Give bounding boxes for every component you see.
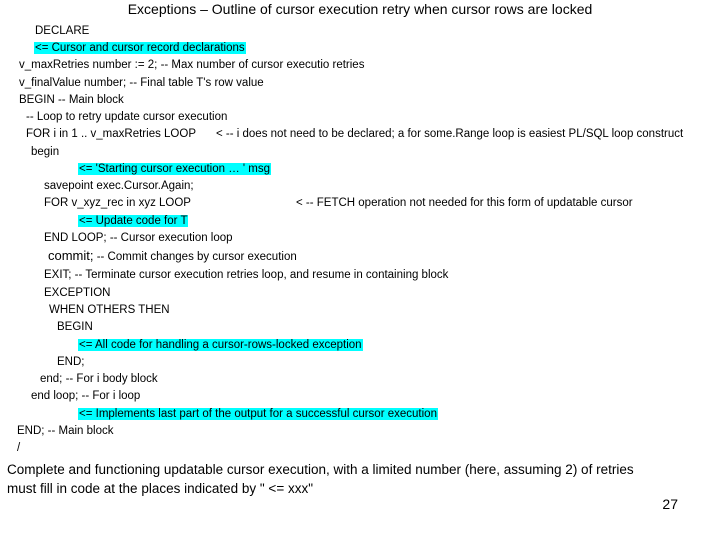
code-text: DECLARE (35, 25, 90, 37)
code-line (26, 127, 196, 141)
code-line (44, 286, 110, 300)
code-line (17, 424, 114, 438)
code-text: WHEN OTHERS THEN (49, 304, 170, 316)
code-comment-text: < -- i does not need to be declared; a for some.Range loop is easiest PL/SQL loop construct (216, 128, 684, 140)
code-line (35, 24, 89, 38)
code-comment (296, 196, 633, 210)
code-text: commit; (48, 248, 94, 263)
code-text: EXCEPTION (44, 287, 111, 299)
code-line (31, 389, 140, 403)
code-text: EXIT; -- Terminate cursor execution retries loop, and resume in containing block (44, 269, 449, 281)
footer-line: must fill in code at the places indicated by " <= xxx" (7, 481, 313, 496)
code-text: end; -- For i body block (40, 373, 158, 385)
code-line (44, 231, 233, 245)
code-line (48, 249, 297, 264)
code-line (17, 441, 20, 455)
code-line (57, 355, 84, 369)
code-text: v_finalValue number; -- Final table T's row value (19, 77, 264, 89)
code-text: END LOOP; -- Cursor execution loop (44, 232, 233, 244)
code-placeholder: <= Update code for T (79, 215, 188, 227)
page-number: 27 (662, 496, 678, 512)
code-line-highlighted (78, 338, 363, 352)
code-text: FOR v_xyz_rec in xyz LOOP (44, 197, 191, 209)
footer-line: Complete and functioning updatable cursor execution, with a limited number (here, assuming 2) of retries (7, 462, 634, 477)
code-text: END; -- Main block (17, 425, 114, 437)
code-line (26, 110, 227, 124)
code-line-highlighted (78, 407, 438, 421)
code-line (40, 372, 158, 386)
code-text: v_maxRetries number := 2; -- Max number of cursor executio retries (19, 59, 365, 71)
code-text: savepoint exec.Cursor.Again; (44, 180, 194, 192)
code-comment (216, 127, 683, 141)
code-line (31, 145, 59, 159)
code-text: end loop; -- For i loop (31, 390, 141, 402)
code-line (19, 58, 364, 72)
code-line-highlighted (78, 214, 188, 228)
code-text: BEGIN (57, 321, 93, 333)
code-text: END; (57, 356, 85, 368)
code-text: BEGIN -- Main block (19, 94, 124, 106)
code-comment-text: -- Commit changes by cursor execution (93, 251, 297, 263)
code-text: FOR i in 1 .. v_maxRetries LOOP (26, 128, 196, 140)
code-placeholder: <= Cursor and cursor record declarations (35, 42, 245, 54)
code-placeholder: <= 'Starting cursor execution … ' msg (79, 163, 271, 175)
code-placeholder: <= Implements last part of the output for a successful cursor execution (79, 408, 437, 420)
code-line-highlighted (34, 41, 246, 55)
code-line (44, 196, 191, 210)
code-line (19, 93, 124, 107)
code-comment-text: < -- FETCH operation not needed for this form of updatable cursor (296, 197, 633, 209)
code-line (57, 320, 93, 334)
code-placeholder: <= All code for handling a cursor-rows-locked exception (79, 339, 362, 351)
slide-title: Exceptions – Outline of cursor execution retry when cursor rows are locked (127, 1, 593, 17)
code-text: / (17, 442, 21, 454)
footer-note (7, 460, 634, 498)
code-line-highlighted (78, 162, 271, 176)
code-text: begin (31, 146, 60, 158)
code-line (19, 76, 264, 90)
code-line (49, 303, 170, 317)
code-text: -- Loop to retry update cursor execution (26, 111, 228, 123)
code-line (44, 179, 194, 193)
code-line (44, 268, 448, 282)
